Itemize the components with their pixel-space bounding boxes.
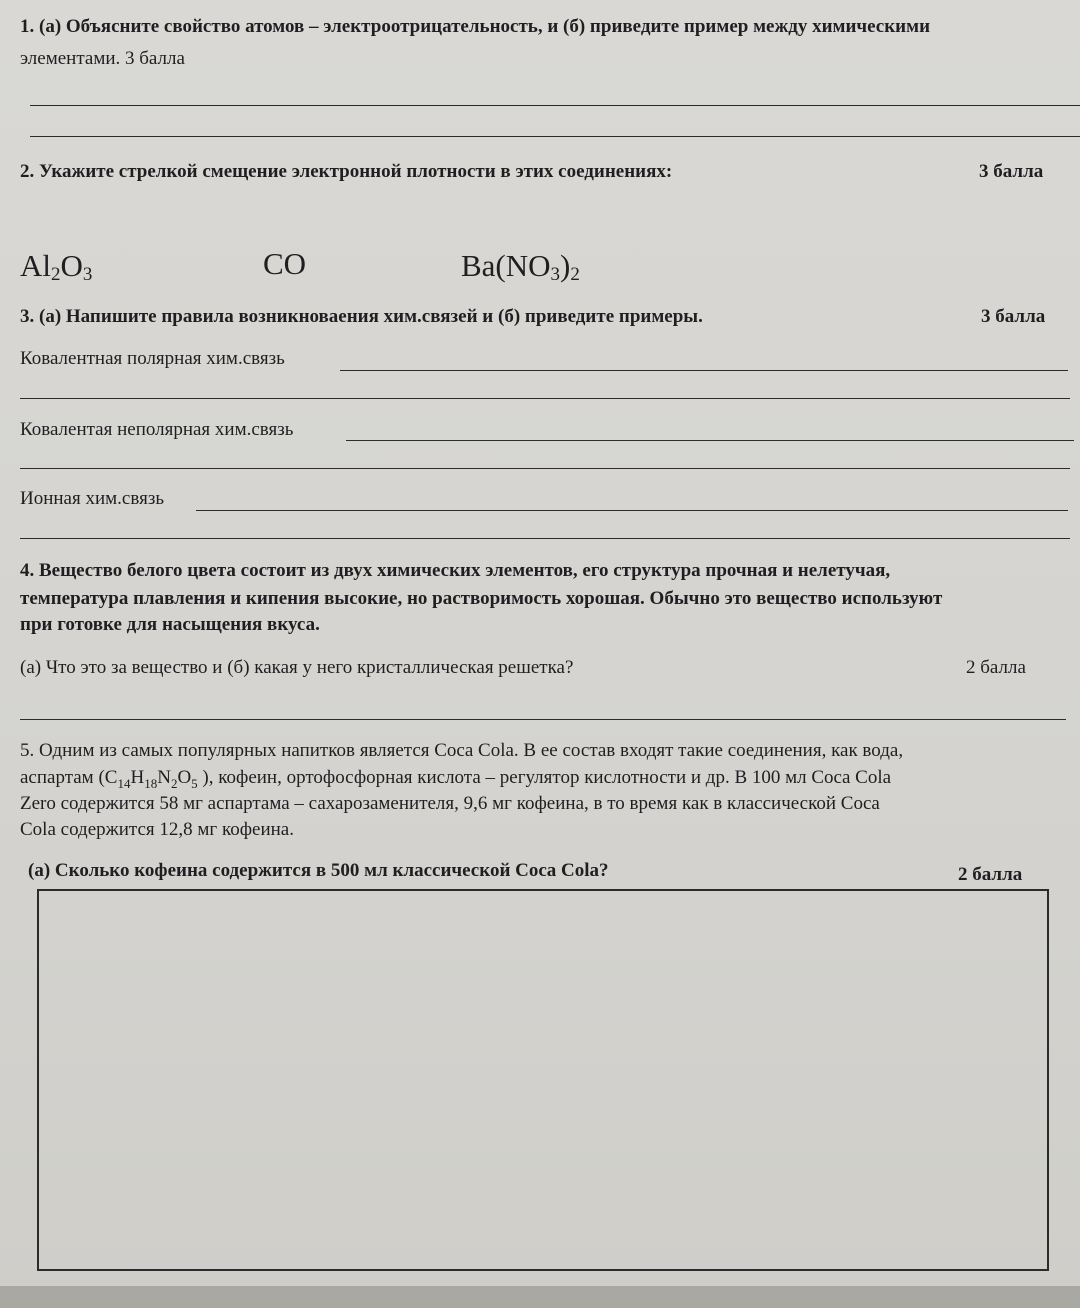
q3-answer-line-polar[interactable] (340, 370, 1068, 371)
q3-answer-line-nonpolar[interactable] (346, 440, 1074, 441)
q5-text-line1: 5. Одним из самых популярных напитков является Coca Cola. В ее состав входят такие соединения, как вода, (20, 740, 904, 761)
formula-al2o3-el2: O (60, 248, 83, 283)
q1-text-line1: 1. (а) Объясните свойство атомов – электроотрицательность, и (б) приведите пример между химическими (20, 16, 931, 37)
page-bottom-edge (0, 1286, 1080, 1308)
q1-answer-line-2[interactable] (30, 136, 1080, 137)
q3-answer-line-polar-2[interactable] (20, 398, 1070, 399)
q4-text-line1: 4. Вещество белого цвета состоит из двух химических элементов, его структура прочная и нелетучая, (20, 560, 891, 581)
formula-ba-no3-2-sub1: 3 (550, 264, 561, 285)
q5-sub-n: 2 (170, 775, 178, 791)
formula-ba-no3-2-part1: Ba(NO (461, 248, 551, 283)
q5-line2-pre: аспартам (C (20, 767, 118, 788)
q3-item-ionic: Ионная хим.связь (20, 488, 164, 509)
q5-el-h: H (130, 767, 145, 788)
formula-al2o3-sub1: 2 (51, 264, 61, 285)
formula-ba-no3-2 (461, 248, 580, 293)
q4-question: (а) Что это за вещество и (б) какая у него кристаллическая решетка? (20, 657, 574, 678)
formula-al2o3 (20, 248, 92, 293)
q5-text-line3: Zero содержится 58 мг аспартама – сахарозаменителя, 9,6 мг кофеина, в то время как в классической Coca (20, 793, 880, 814)
q5-line2-post: ), кофеин, ортофосфорная кислота – регулятор кислотности и др. В 100 мл Coca Cola (197, 767, 892, 788)
q3-answer-line-ionic-2[interactable] (20, 538, 1070, 539)
q2-points: 3 балла (979, 161, 1044, 182)
formula-al2o3-sub2: 3 (82, 264, 93, 285)
q4-text-line3: при готовке для насыщения вкуса. (20, 614, 320, 635)
q4-text-line2: температура плавления и кипения высокие, но растворимость хорошая. Обычно это вещество используют (20, 588, 943, 609)
q5-sub-h: 18 (144, 775, 158, 791)
q3-answer-line-nonpolar-2[interactable] (20, 468, 1070, 469)
q3-item-covalent-polar: Ковалентная полярная хим.связь (20, 348, 285, 369)
q1-text-line2: элементами. 3 балла (20, 48, 185, 69)
q1-answer-line-1[interactable] (30, 105, 1080, 106)
q5-el-o: O (177, 767, 192, 788)
q5-sub-o: 5 (191, 775, 198, 791)
q5-question: (а) Сколько кофеина содержится в 500 мл классической Coca Cola? (28, 860, 609, 881)
q3-text: 3. (а) Напишите правила возникноваения хим.связей и (б) приведите примеры. (20, 306, 703, 327)
q5-sub-c: 14 (117, 775, 131, 791)
q5-el-n: N (157, 767, 171, 788)
q3-points: 3 балла (981, 306, 1046, 327)
formula-ba-no3-2-part2: ) (560, 248, 571, 283)
q5-text-line4: Cola содержится 12,8 мг кофеина. (20, 819, 294, 840)
q2-text: 2. Укажите стрелкой смещение электронной плотности в этих соединениях: (20, 161, 673, 182)
q5-answer-box[interactable] (37, 889, 1049, 1271)
q4-points: 2 балла (966, 657, 1026, 678)
q3-item-covalent-nonpolar: Ковалентая неполярная хим.связь (20, 419, 294, 440)
q5-points: 2 балла (958, 864, 1023, 885)
formula-al2o3-el1: Al (20, 248, 51, 283)
q3-answer-line-ionic[interactable] (196, 510, 1068, 511)
q4-answer-line[interactable] (20, 719, 1066, 720)
formula-co: CO (263, 246, 307, 281)
formula-ba-no3-2-sub2: 2 (570, 264, 580, 285)
